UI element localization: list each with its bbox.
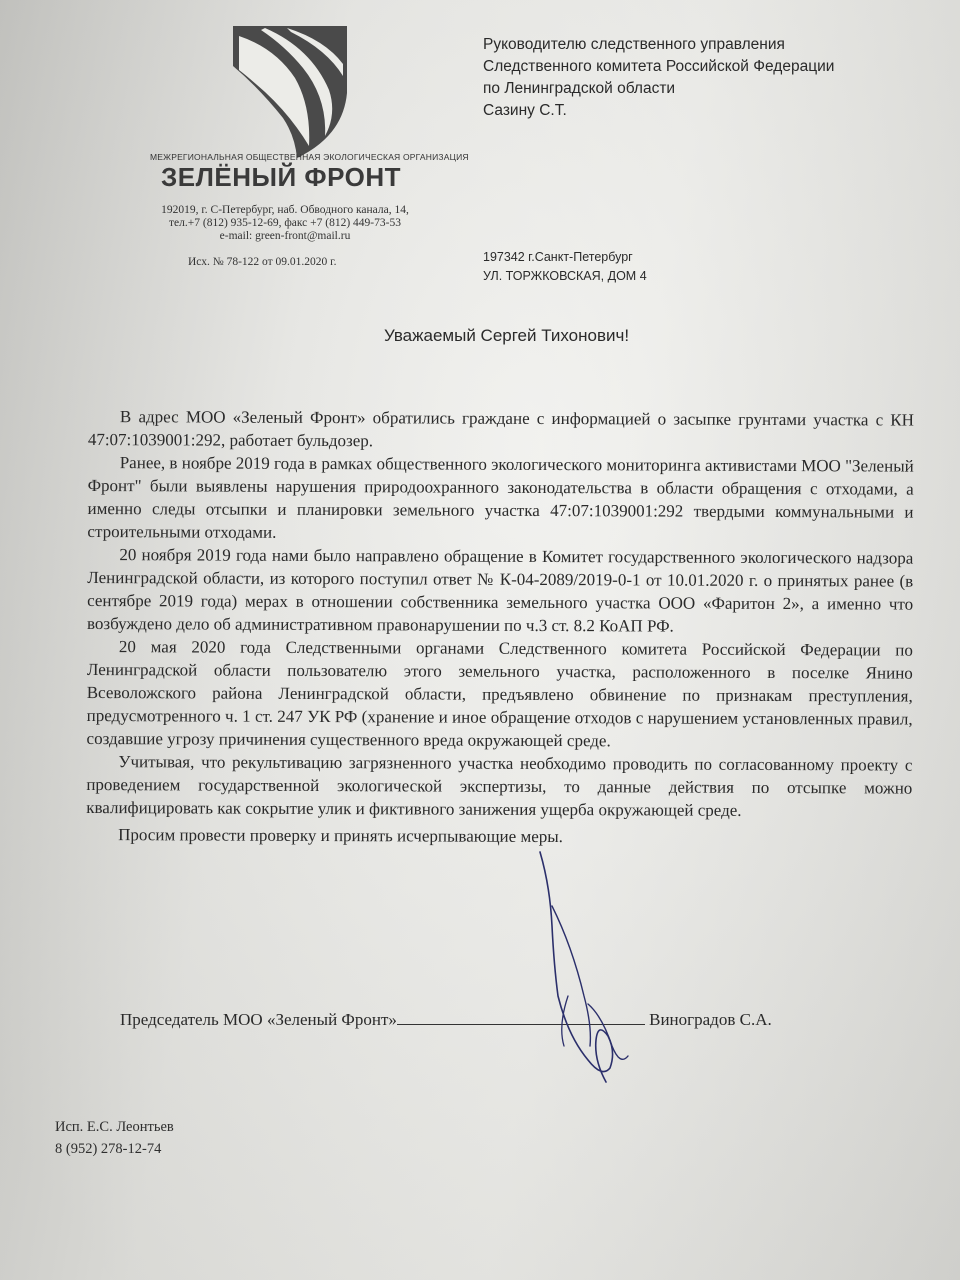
org-type: МЕЖРЕГИОНАЛЬНАЯ ОБЩЕСТВЕННАЯ ЭКОЛОГИЧЕСКАЯ ОРГАНИЗАЦИЯ: [150, 152, 469, 162]
green-front-logo-icon: [225, 18, 355, 163]
addressee-line: Сазину С.Т.: [483, 102, 567, 119]
executor-name: Исп. Е.С. Леонтьев: [55, 1119, 174, 1135]
addressee-line: Руководителю следственного управления: [483, 36, 785, 53]
postal-line: УЛ. ТОРЖКОВСКАЯ, ДОМ 4: [483, 269, 647, 283]
org-phones: тел.+7 (812) 935-12-69, факс +7 (812) 449-73-53: [169, 217, 401, 229]
body-paragraph: Ранее, в ноябре 2019 года в рамках общественного экологического мониторинга активистами МОО "Зеленый Фронт" были выявлены нарушения природоохранного законодательства в области обращения с отходами, а именно следы отсыпки и планировки земельного участка 47:07:1039001:292 твердыми коммунальными и строительными отходами.: [87, 453, 914, 542]
org-email: e-mail: green-front@mail.ru: [219, 230, 351, 242]
postal-address: [483, 248, 783, 286]
postal-line: 197342 г.Санкт-Петербург: [483, 250, 633, 264]
executor-block: [55, 1116, 174, 1160]
org-address: 192019, г. С-Петербург, наб. Обводного канала, 14,: [161, 204, 409, 216]
addressee-line: Следственного комитета Российской Федерации: [483, 58, 835, 75]
letterhead-contacts: [140, 204, 430, 243]
addressee-block: [483, 34, 903, 122]
signature-row: [120, 1010, 890, 1030]
handwritten-signature-icon: [528, 846, 638, 1091]
outgoing-number: Исх. № 78-122 от 09.01.2020 г.: [188, 256, 337, 268]
body-paragraph: 20 ноября 2019 года нами было направлено обращение в Комитет государственного экологического надзора Ленинградской области, из которого поступил ответ № К-04-2089/2019-0-1 от 10.01.2020 г. о принятых ранее (в сентябре 2019 года) мерах в отношении собственника земельного участка ООО «Фаритон 2», а именно что возбуждено дело об административном правонарушении по ч.3 ст. 8.2 КоАП РФ.: [87, 545, 914, 636]
body-paragraph: 20 мая 2020 года Следственными органами Следственного комитета Российской Федерации по Ленинградской области пользователю этого земельного участка, расположенного в поселке Янино Всеволожского района Ленинградской области, предъявлено обвинение по признакам преступления, предусмотренного ч. 1 ст. 247 УК РФ (хранение и иное обращение отходов с нарушением установленных правил, создавшие угрозу причинения существенного вреда окружающей среде.: [86, 637, 913, 751]
body-paragraph: В адрес МОО «Зеленый Фронт» обратились граждане с информацией о засыпке грунтами участка с КН 47:07:1039001:292, работает бульдозер.: [87, 407, 914, 451]
signer-name: Виноградов С.А.: [649, 1010, 772, 1029]
org-name: ЗЕЛЁНЫЙ ФРОНТ: [161, 162, 401, 192]
request-paragraph: Просим провести проверку и принять исчерпывающие меры.: [118, 825, 563, 847]
executor-phone: 8 (952) 278-12-74: [55, 1141, 162, 1157]
letter-body: [86, 405, 914, 850]
addressee-line: по Ленинградской области: [483, 80, 676, 97]
body-paragraph: Учитывая, что рекультивацию загрязненного участка необходимо проводить по согласованному проекту с проведением государственной экологической экспертизы, то данные действия по отсыпке можно квалифицировать как сокрытие улик и фиктивного занижения ущерба окружающей среде.: [86, 752, 913, 820]
salutation: Уважаемый Сергей Тихонович!: [384, 326, 630, 345]
signer-position: Председатель МОО «Зеленый Фронт»: [120, 1010, 397, 1029]
